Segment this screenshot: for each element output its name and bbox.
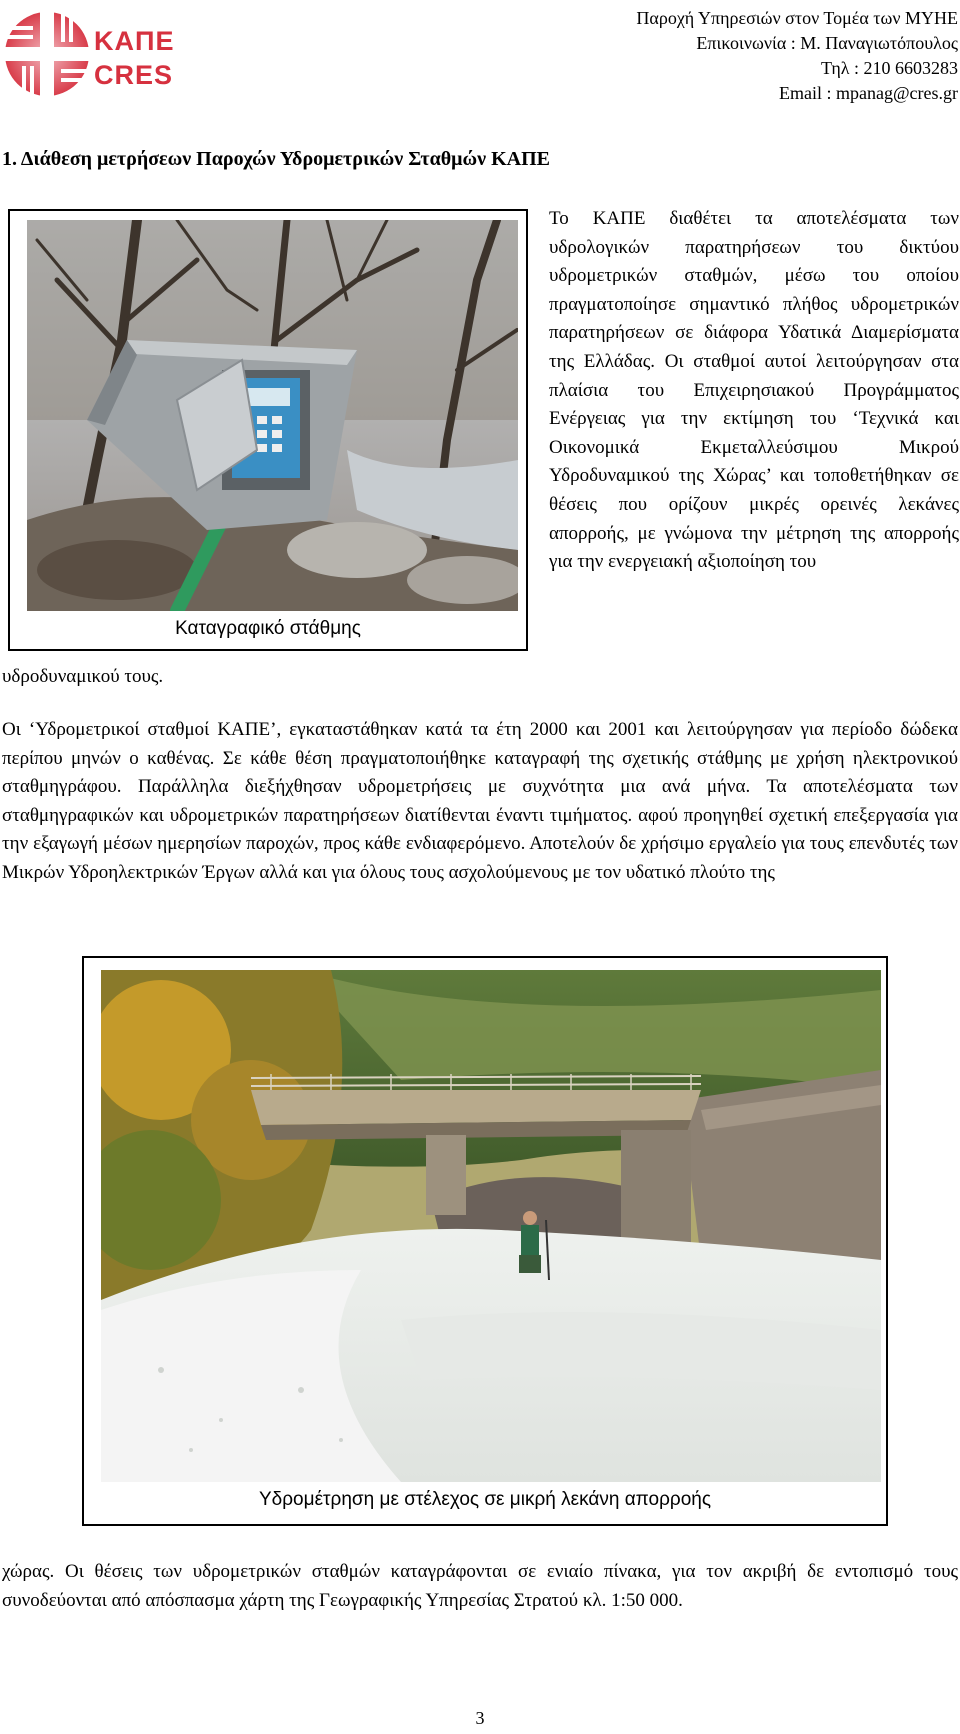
river-bridge-illustration xyxy=(101,970,881,1482)
logo-text-kape: ΚΑΠΕ xyxy=(94,26,175,56)
contact-phone-line: Τηλ : 210 6603283 xyxy=(821,58,958,78)
intro-paragraph: Το ΚΑΠΕ διαθέτει τα αποτελέσματα των υδρολογικών παρατηρήσεων του δικτύου υδρομετρικών σταθμών, μέσω του οποίου πραγματοποίησε σημαντικό πλήθος υδρομετρικών παρατηρήσεων σε διάφορα Υδατικά Διαμερίσματα της Ελλάδας. Οι σταθμοί αυτοί λειτούργησαν στα πλαίσια του Επιχειρησιακού Προγράμματος Ενέργειας για την εκτίμηση του ‘Τεχνικά και Οικονομικά Εκμεταλλεύσιμου Μικρού Υδροδυναμικού της Χώρας’ και τοποθετήθηκαν σε θέσεις που ορίζουν μικρές ορεινές λεκάνες απορροής, με γνώμονα την μέτρηση της απορροής για την ενεργειακή αξιοποίηση του xyxy=(549,208,959,573)
cres-logo xyxy=(2,4,190,104)
logger-illustration xyxy=(27,220,518,611)
level-logger-photo xyxy=(27,220,518,611)
flow-measurement-photo xyxy=(101,970,881,1482)
cross-emblem-icon xyxy=(2,4,92,104)
logo-text-cres: CRES xyxy=(94,60,174,90)
contact-service-line: Παροχή Υπηρεσιών στον Τομέα των ΜΥΗΕ xyxy=(636,8,958,28)
figure-level-logger xyxy=(8,209,528,651)
contact-person-line: Επικοινωνία : Μ. Παναγιωτόπουλος xyxy=(696,33,958,53)
figure-flow-measurement xyxy=(82,956,888,1526)
figure-2-caption: Υδρομέτρηση με στέλεχος σε μικρή λεκάνη απορροής xyxy=(259,1489,711,1510)
intro-paragraph-tail: υδροδυναμικού τους. xyxy=(2,666,164,687)
section-title: 1. Διάθεση μετρήσεων Παροχών Υδρομετρικών Σταθμών ΚΑΠΕ xyxy=(2,148,550,170)
stations-paragraph: Οι ‘Υδρομετρικοί σταθμοί ΚΑΠΕ’, εγκαταστάθηκαν κατά τα έτη 2000 και 2001 και λειτούργησαν για περίοδο δώδεκα περίπου μηνών ο καθένας. Σε κάθε θέση πραγματοποιήθηκε καταγραφή της σχετικής στάθμης με χρήση ηλεκτρονικού σταθμηγράφου. Παράλληλα διεξήχθησαν υδρομετρήσεις με συχνότητα μια ανά μήνα. Τα αποτελέσματα των σταθμηγραφικών και υδρομετρικών παρατηρήσεων διατίθενται έναντι τιμήματος. αφού προηγηθεί σχετική επεξεργασία για την εξαγωγή μέσων ημερησίων παροχών, προς κάθε ενδιαφερόμενο. Αποτελούν δε χρήσιμο εργαλείο για τους επενδυτές των Μικρών Υδροηλεκτρικών Έργων αλλά και για όλους τους ασχολούμενους με τον υδατικό πλούτο της xyxy=(2,719,958,883)
contact-block xyxy=(636,6,958,106)
figure-1-caption: Καταγραφικό στάθμης xyxy=(175,618,361,639)
contact-email-line: Email : mpanag@cres.gr xyxy=(778,83,958,103)
closing-paragraph: χώρας. Οι θέσεις των υδρομετρικών σταθμών καταγράφονται σε ενιαίο πίνακα, για τον ακριβή δε εντοπισμό τους συνοδεύονται από απόσπασμα χάρτη της Γεωγραφικής Υπηρεσίας Στρατού κλ. 1:50 000. xyxy=(2,1561,958,1611)
page-number: 3 xyxy=(475,1708,485,1728)
